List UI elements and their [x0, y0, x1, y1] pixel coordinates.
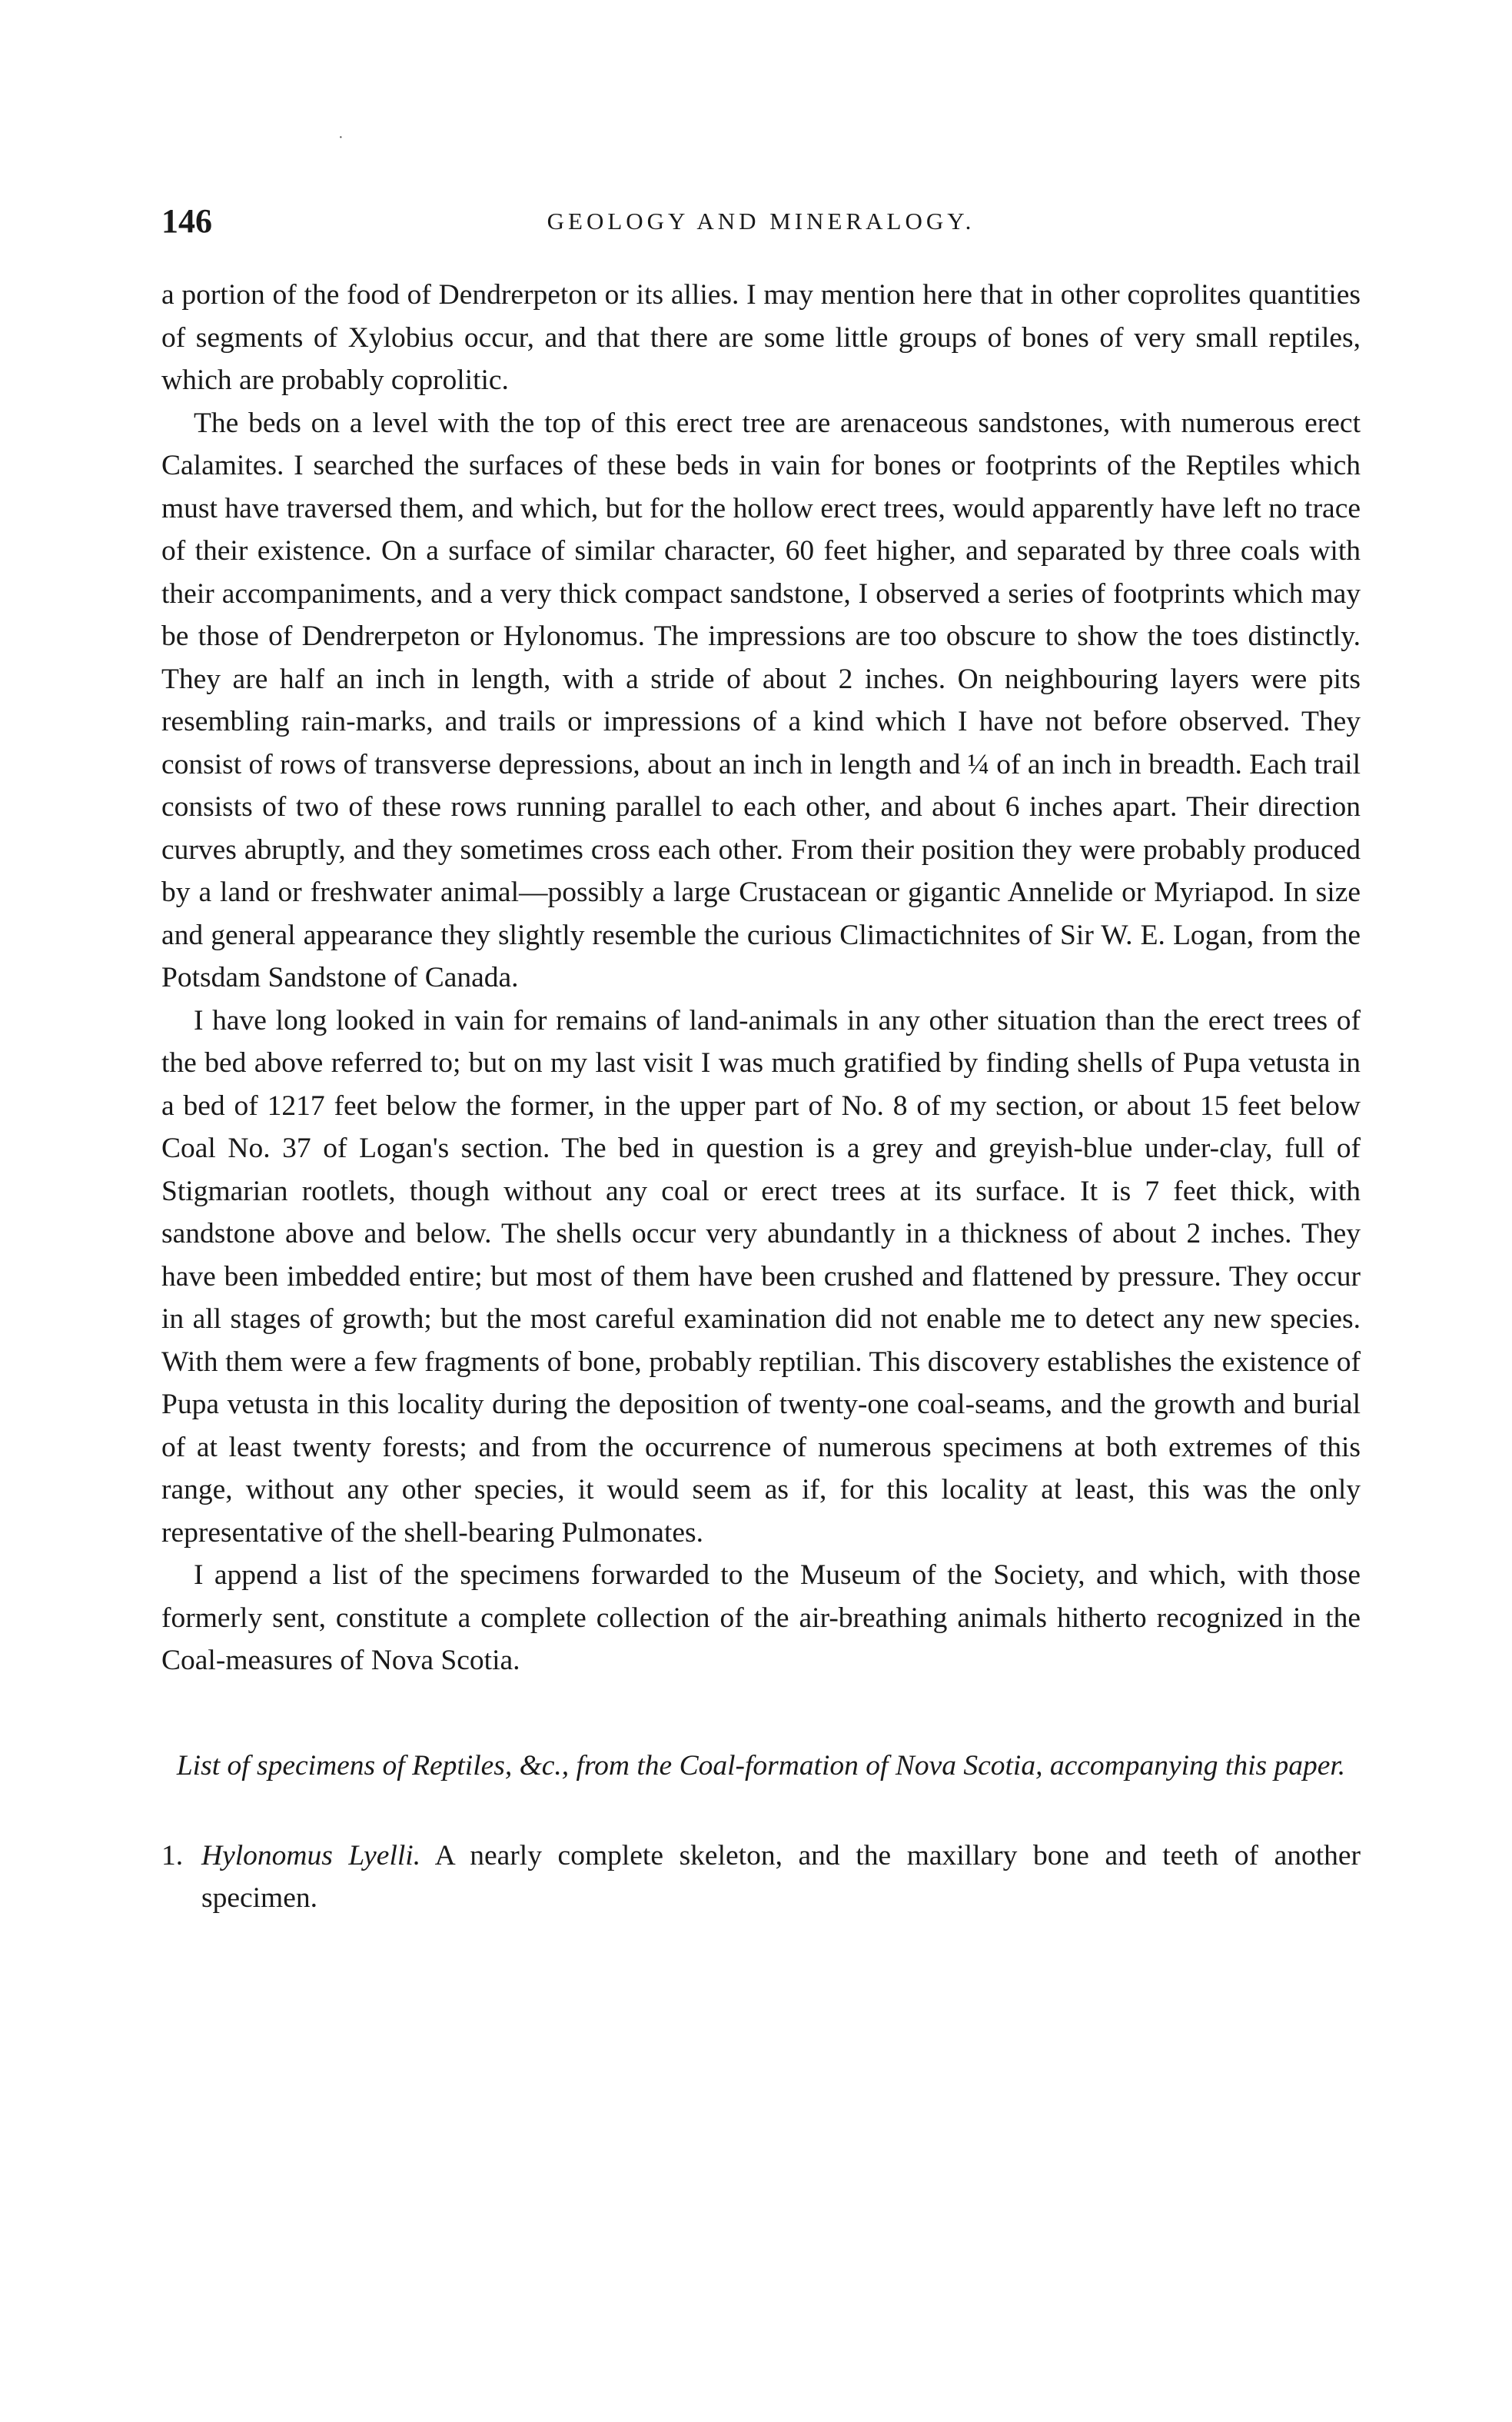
- body-text: [161, 274, 1361, 1682]
- specimen-name: Hylonomus Lyelli.: [201, 1840, 421, 1871]
- paragraph-1: a portion of the food of Dendrerpeton or its allies. I may mention here that in other coprolites quantities of segments of Xylobius occur, and that there are some little groups of bones of very small reptiles, which are probably coprolitic.: [161, 279, 1361, 396]
- list-title: List of specimens of Reptiles, &c., from the Coal-formation of Nova Scotia, accompanying this paper.: [176, 1750, 1346, 1782]
- running-head: GEOLOGY AND MINERALOGY.: [547, 208, 975, 235]
- paragraph-3: I have long looked in vain for remains of land-animals in any other situation than the erect trees of the bed above referred to; but on my last visit I was much gratified by finding shells of Pupa vetusta in a bed of 1217 feet below the former, in the upper part of No. 8 of my section, or about 15 feet below Coal No. 37 of Logan's section. The bed in question is a grey and greyish-blue under-clay, full of Stigmarian rootlets, though without any coal or erect trees at its surface. It is 7 feet thick, with sandstone above and below. The shells occur very abundantly in a thickness of about 2 inches. They have been imbedded entire; but most of them have been crushed and flattened by pressure. They occur in all stages of growth; but the most careful examination did not enable me to detect any new species. With them were a few fragments of bone, probably reptilian. This discovery establishes the existence of Pupa vetusta in this locality during the deposition of twenty-one coal-seams, and the growth and burial of at least twenty forests; and from the occurrence of numerous specimens at both extremes of this range, without any other species, it would seem as if, for this locality at least, this was the only representative of the shell-bearing Pulmonates.: [161, 1004, 1361, 1549]
- page-number: 146: [161, 202, 212, 240]
- paragraph-2: The beds on a level with the top of this erect tree are arenaceous sandstones, with numerous erect Calamites. I searched the surfaces of these beds in vain for bones or footprints of the Reptiles which must have traversed them, and which, but for the hollow erect trees, would apparently have left no trace of their existence. On a surface of similar character, 60 feet higher, and separated by three coals with their accompaniments, and a very thick compact sandstone, I observed a series of footprints which may be those of Dendrerpeton or Hylonomus. The impressions are too obscure to show the toes distinctly. They are half an inch in length, with a stride of about 2 inches. On neighbouring layers were pits resembling rain-marks, and trails or impressions of a kind which I have not before observed. They consist of rows of transverse depressions, about an inch in length and ¼ of an inch in breadth. Each trail consists of two of these rows running parallel to each other, and about 6 inches apart. Their direction curves abruptly, and they sometimes cross each other. From their position they were probably produced by a land or freshwater animal—possibly a large Crustacean or gigantic Annelide or Myriapod. In size and general appearance they slightly resemble the curious Climactichnites of Sir W. E. Logan, from the Potsdam Sandstone of Canada.: [161, 407, 1361, 993]
- paragraph-4: I append a list of the specimens forwarded to the Museum of the Society, and which, with those formerly sent, constitute a complete collection of the air-breathing animals hitherto recognized in the Coal-measures of Nova Scotia.: [161, 1559, 1361, 1676]
- list-item-number: 1.: [161, 1840, 184, 1871]
- scan-speck: ·: [338, 129, 344, 146]
- list-item: [161, 1835, 1361, 1919]
- specimen-list: [161, 1835, 1361, 1919]
- specimen-description: A nearly complete skeleton, and the maxillary bone and teeth of another specimen.: [201, 1840, 1361, 1914]
- page-header: [161, 201, 1361, 255]
